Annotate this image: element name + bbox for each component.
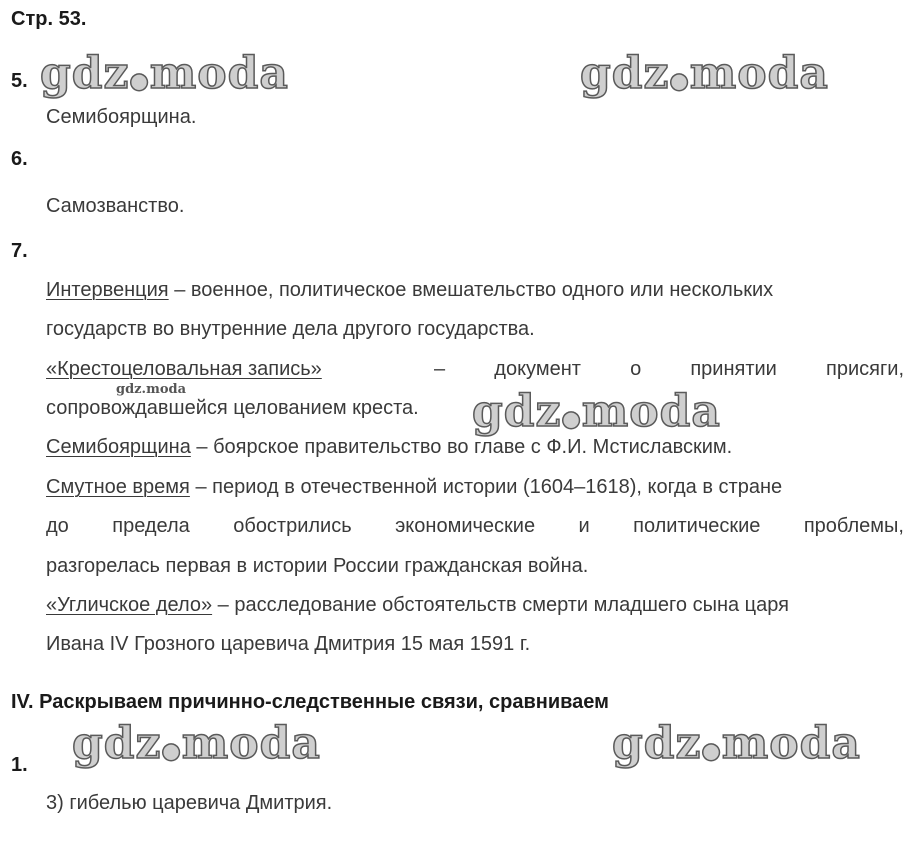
term-semiboyarshchina: Семибоярщина	[46, 436, 191, 458]
definition-krestocelovalnaya-rest: – документ о принятии присяги,	[434, 358, 904, 380]
term-smutnoe-vremya: Смутное время	[46, 476, 190, 498]
term-krestocelovalnaya: «Крестоцеловальная запись»	[46, 358, 322, 380]
term-intervention: Интервенция	[46, 279, 169, 301]
term-uglichskoe-delo: «Угличское дело»	[46, 594, 213, 616]
definition-krestocelovalnaya-line1	[46, 358, 904, 381]
answer-1: 3) гибелью царевича Дмитрия.	[46, 792, 333, 814]
watermark-logo: gdz●moda	[580, 48, 829, 99]
page-heading: Стр. 53.	[11, 8, 87, 30]
watermark-logo: gdz●moda	[40, 48, 289, 99]
item-number-1: 1.	[11, 754, 28, 776]
item-number-7: 7.	[11, 240, 28, 262]
definition-smutnoe-line1: Смутное время – период в отечественной истории (1604–1618), когда в стране	[46, 476, 783, 498]
definition-uglichskoe-line2: Ивана IV Грозного царевича Дмитрия 15 мая 1591 г.	[46, 633, 531, 655]
watermark-logo: gdz●moda	[472, 386, 721, 437]
watermark-logo: gdz●moda	[72, 718, 321, 769]
definition-krestocelovalnaya-line2: сопровождавшейся целованием креста.	[46, 397, 419, 419]
definition-smutnoe-line3: разгорелась первая в истории России гражданская война.	[46, 555, 589, 577]
answer-6: Самозванство.	[46, 195, 185, 217]
definition-uglichskoe-line1: «Угличское дело» – расследование обстоятельств смерти младшего сына царя	[46, 594, 789, 616]
watermark-logo: gdz●moda	[612, 718, 861, 769]
definition-smutnoe-line2: до предела обострились экономические и политические проблемы,	[46, 515, 904, 537]
item-number-5: 5.	[11, 70, 28, 92]
watermark-logo-small: gdz.moda	[116, 382, 187, 397]
definition-intervention-line2: государств во внутренние дела другого государства.	[46, 318, 535, 340]
item-number-6: 6.	[11, 148, 28, 170]
section-title: IV. Раскрываем причинно-следственные связи, сравниваем	[11, 691, 609, 713]
answer-5: Семибоярщина.	[46, 106, 197, 128]
definition-semiboyarshchina: Семибоярщина – боярское правительство во главе с Ф.И. Мстиславским.	[46, 436, 733, 458]
definition-intervention-line1: Интервенция – военное, политическое вмешательство одного или нескольких	[46, 279, 774, 301]
